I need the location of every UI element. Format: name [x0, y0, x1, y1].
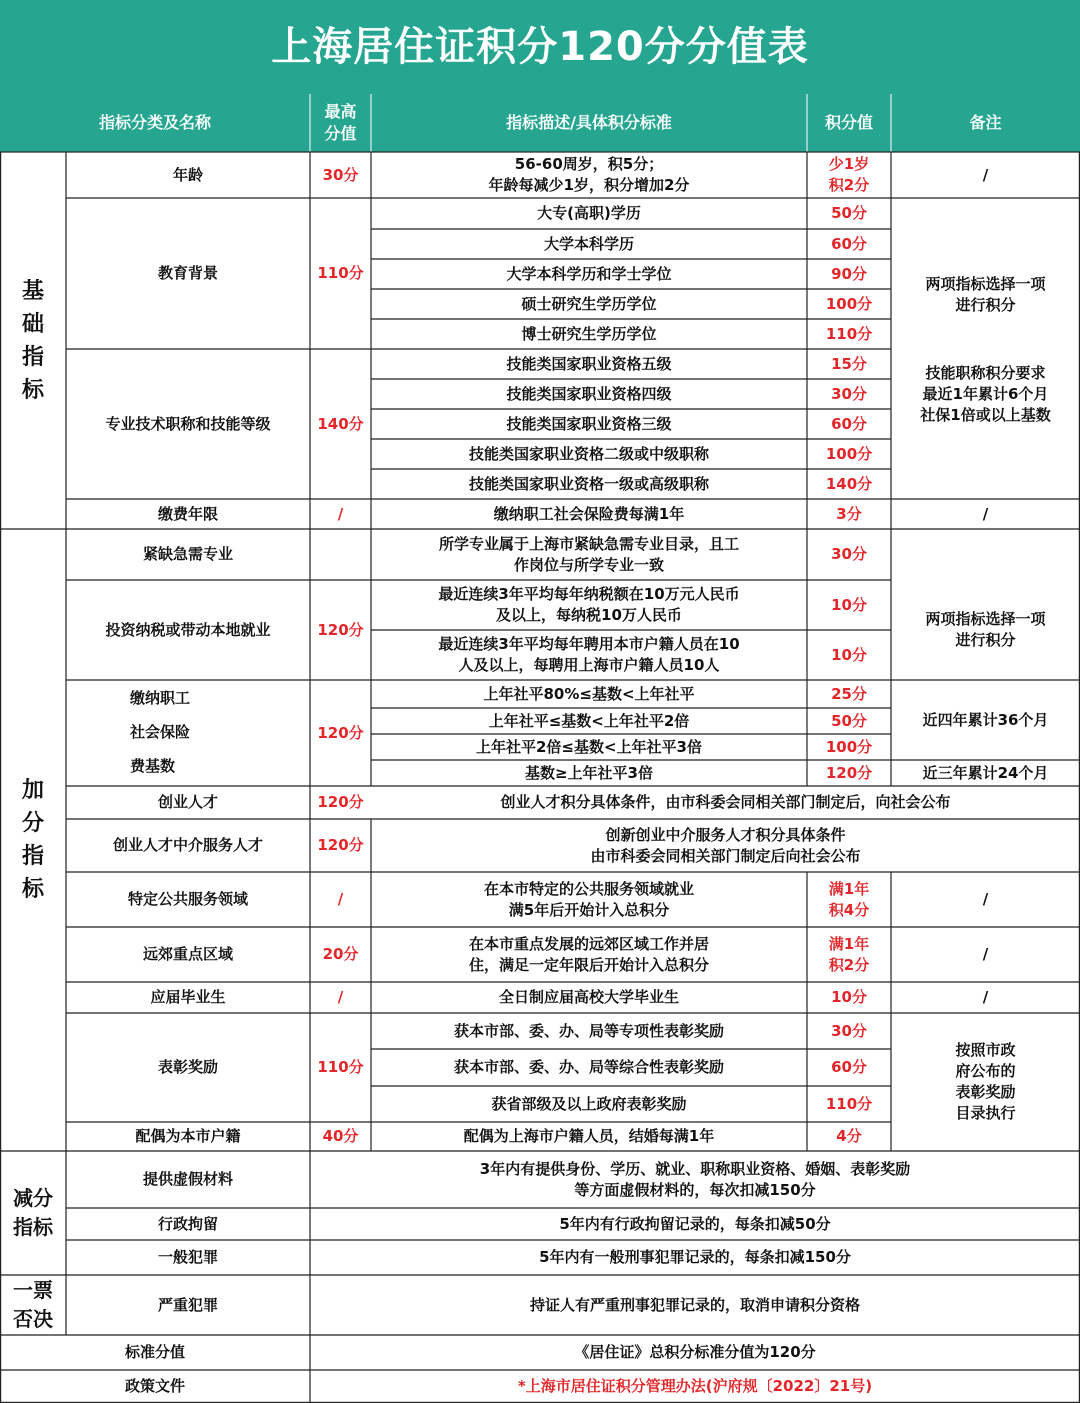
page-title: 上海居住证积分120分分值表	[0, 0, 1080, 94]
skill-desc-4: 技能类国家职业资格二级或中级职称	[468, 444, 709, 463]
spouse-max: 40分	[322, 1127, 359, 1145]
skill-score-1: 15分	[831, 354, 867, 373]
edu-skill-remark-social: 技能职称积分要求 最近1年累计6个月 社保1倍或以上基数	[920, 363, 1051, 424]
award-desc-2: 获本市部、委、办、局等综合性表彰奖励	[453, 1058, 724, 1076]
fake-desc: 3年内有提供身份、学历、就业、职称职业资格、婚姻、表彰奖励 等方面虚假材料的，每次扣减150分	[479, 1159, 911, 1199]
public-name: 特定公共服务领域	[127, 890, 248, 908]
startup-agent-desc: 创新创业中介服务人才积分具体条件 由市科委会同相关部门制定后向社会公布	[590, 825, 861, 865]
social-score-1: 25分	[831, 684, 867, 703]
section-bonus: 加 分 指 标	[21, 778, 44, 902]
public-score: 满1年 积4分	[828, 879, 870, 919]
suburb-remark: /	[982, 945, 989, 963]
graduate-desc: 全日制应届高校大学毕业生	[498, 988, 679, 1006]
social-remark-2: 近三年累计24个月	[922, 763, 1049, 782]
suburb-max: 20分	[322, 945, 359, 963]
award-name: 表彰奖励	[157, 1058, 218, 1076]
spouse-score: 4分	[836, 1127, 862, 1145]
skill-desc-3: 技能类国家职业资格三级	[506, 414, 672, 433]
award-max: 110分	[317, 1058, 364, 1076]
serious-crime-desc: 持证人有严重刑事犯罪记录的，取消申请积分资格	[529, 1295, 860, 1314]
startup-max: 120分	[317, 793, 364, 811]
graduate-max: /	[337, 988, 344, 1006]
social-desc-2: 上年社平≤基数<上年社平2倍	[488, 711, 690, 730]
public-max: /	[337, 890, 344, 908]
award-score-3: 110分	[825, 1094, 873, 1113]
serious-crime-name: 严重犯罪	[157, 1295, 218, 1314]
age-remark: /	[982, 165, 989, 184]
spouse-name: 配偶为本市户籍	[135, 1127, 241, 1145]
skill-score-2: 30分	[831, 384, 867, 403]
invest-max: 120分	[317, 620, 364, 639]
suburb-name: 远郊重点区域	[142, 945, 233, 963]
award-remark: 按照市政 府公布的 表彰奖励 目录执行	[955, 1041, 1016, 1122]
age-score: 少1岁 积2分	[828, 155, 870, 194]
edu-desc-3: 大学本科学历和学士学位	[506, 264, 672, 283]
edu-score-5: 110分	[825, 324, 873, 343]
shortage-score: 30分	[831, 545, 867, 563]
section-minus: 减分 指标	[13, 1186, 53, 1239]
age-desc: 56-60周岁，积5分； 年龄每减少1岁，积分增加2分	[488, 155, 690, 194]
header-score: 积分值	[807, 94, 891, 152]
social-max: 120分	[317, 723, 364, 742]
edu-score-1: 50分	[831, 204, 867, 222]
header-max: 最高 分值	[310, 94, 371, 152]
fake-name: 提供虚假材料	[142, 1170, 233, 1188]
skill-score-4: 100分	[825, 444, 873, 463]
skill-score-3: 60分	[831, 414, 867, 433]
shortage-desc: 所学专业属于上海市紧缺急需专业目录，且工 作岗位与所学专业一致	[438, 534, 739, 574]
social-desc-3: 上年社平2倍≤基数<上年社平3倍	[475, 737, 702, 756]
invest-name: 投资纳税或带动本地就业	[105, 620, 271, 639]
award-score-2: 60分	[831, 1058, 867, 1076]
crime-desc: 5年内有一般刑事犯罪记录的，每条扣减150分	[539, 1248, 851, 1266]
age-name: 年龄	[172, 165, 203, 184]
shortage-invest-remark: 两项指标选择一项 进行积分	[925, 610, 1046, 649]
spouse-desc: 配偶为上海市户籍人员，结婚每满1年	[463, 1127, 715, 1145]
edu-score-4: 100分	[825, 294, 873, 313]
pay-remark: /	[982, 504, 989, 523]
pay-max: /	[337, 504, 344, 523]
age-max: 30分	[322, 165, 359, 184]
pay-name: 缴费年限	[157, 504, 218, 523]
social-score-2: 50分	[831, 711, 867, 730]
policy-name: 政策文件	[124, 1377, 185, 1395]
invest-desc-1: 最近连续3年平均每年纳税额在10万元人民币 及以上，每纳税10万人民币	[438, 585, 740, 624]
award-score-1: 30分	[831, 1021, 867, 1040]
suburb-desc: 在本市重点发展的远郊区域工作并居 住，满足一定年限后开始计入总积分	[468, 934, 709, 974]
shortage-name: 紧缺急需专业	[142, 545, 233, 563]
skill-name: 专业技术职称和技能等级	[105, 414, 271, 433]
edu-max: 110分	[317, 264, 364, 282]
skill-score-5: 140分	[825, 474, 873, 493]
startup-desc: 创业人才积分具体条件，由市科委会同相关部门制定后，向社会公布	[500, 793, 951, 811]
header-category: 指标分类及名称	[0, 94, 310, 152]
startup-agent-name: 创业人才中介服务人才	[112, 836, 263, 854]
award-desc-3: 获省部级及以上政府表彰奖励	[491, 1094, 687, 1113]
startup-name: 创业人才	[157, 793, 218, 811]
skill-desc-5: 技能类国家职业资格一级或高级职称	[468, 474, 709, 493]
edu-score-2: 60分	[831, 234, 867, 253]
social-name-1: 缴纳职工	[130, 688, 191, 707]
header-remark: 备注	[891, 94, 1080, 152]
social-name-2: 社会保险	[130, 722, 191, 741]
invest-score-2: 10分	[831, 645, 867, 664]
standard-desc: 《居住证》总积分标准分值为120分	[574, 1343, 816, 1361]
public-desc: 在本市特定的公共服务领域就业 满5年后开始计入总积分	[483, 879, 694, 919]
standard-name: 标准分值	[124, 1343, 185, 1361]
section-basic: 基 础 指 标	[21, 278, 44, 403]
startup-agent-max: 120分	[317, 836, 364, 854]
graduate-score: 10分	[831, 988, 867, 1006]
crime-name: 一般犯罪	[157, 1248, 218, 1266]
pay-score: 3分	[836, 504, 862, 523]
detain-desc: 5年内有行政拘留记录的，每条扣减50分	[559, 1214, 831, 1233]
skill-max: 140分	[317, 414, 364, 433]
graduate-name: 应届毕业生	[150, 988, 226, 1006]
social-remark-1: 近四年累计36个月	[922, 710, 1049, 729]
social-desc-1: 上年社平80%≤基数<上年社平	[483, 684, 695, 703]
policy-desc: *上海市居住证积分管理办法(沪府规〔2022〕21号)	[517, 1377, 873, 1395]
edu-skill-remark-choose: 两项指标选择一项 进行积分	[925, 275, 1046, 314]
social-score-3: 100分	[825, 737, 873, 756]
section-veto: 一票 否决	[13, 1278, 53, 1331]
suburb-score: 满1年 积2分	[828, 934, 870, 974]
public-remark: /	[982, 890, 989, 908]
detain-name: 行政拘留	[157, 1214, 218, 1233]
edu-name: 教育背景	[157, 264, 218, 282]
invest-desc-2: 最近连续3年平均每年聘用本市户籍人员在10 人及以上，每聘用上海市户籍人员10人	[438, 635, 740, 674]
social-name-3: 费基数	[130, 756, 176, 775]
skill-desc-1: 技能类国家职业资格五级	[506, 354, 672, 373]
edu-desc-2: 大学本科学历	[543, 234, 634, 253]
edu-desc-1: 大专(高职)学历	[537, 204, 641, 222]
pay-desc: 缴纳职工社会保险费每满1年	[493, 504, 685, 523]
graduate-remark: /	[982, 988, 989, 1006]
skill-desc-2: 技能类国家职业资格四级	[506, 384, 672, 403]
edu-desc-5: 博士研究生学历学位	[521, 324, 657, 343]
social-score-4: 120分	[825, 763, 873, 782]
award-desc-1: 获本市部、委、办、局等专项性表彰奖励	[453, 1021, 724, 1040]
invest-score-1: 10分	[831, 595, 867, 614]
edu-score-3: 90分	[831, 264, 867, 283]
social-desc-4: 基数≥上年社平3倍	[524, 763, 653, 782]
header-desc: 指标描述/具体积分标准	[371, 94, 807, 152]
edu-desc-4: 硕士研究生学历学位	[521, 294, 657, 313]
